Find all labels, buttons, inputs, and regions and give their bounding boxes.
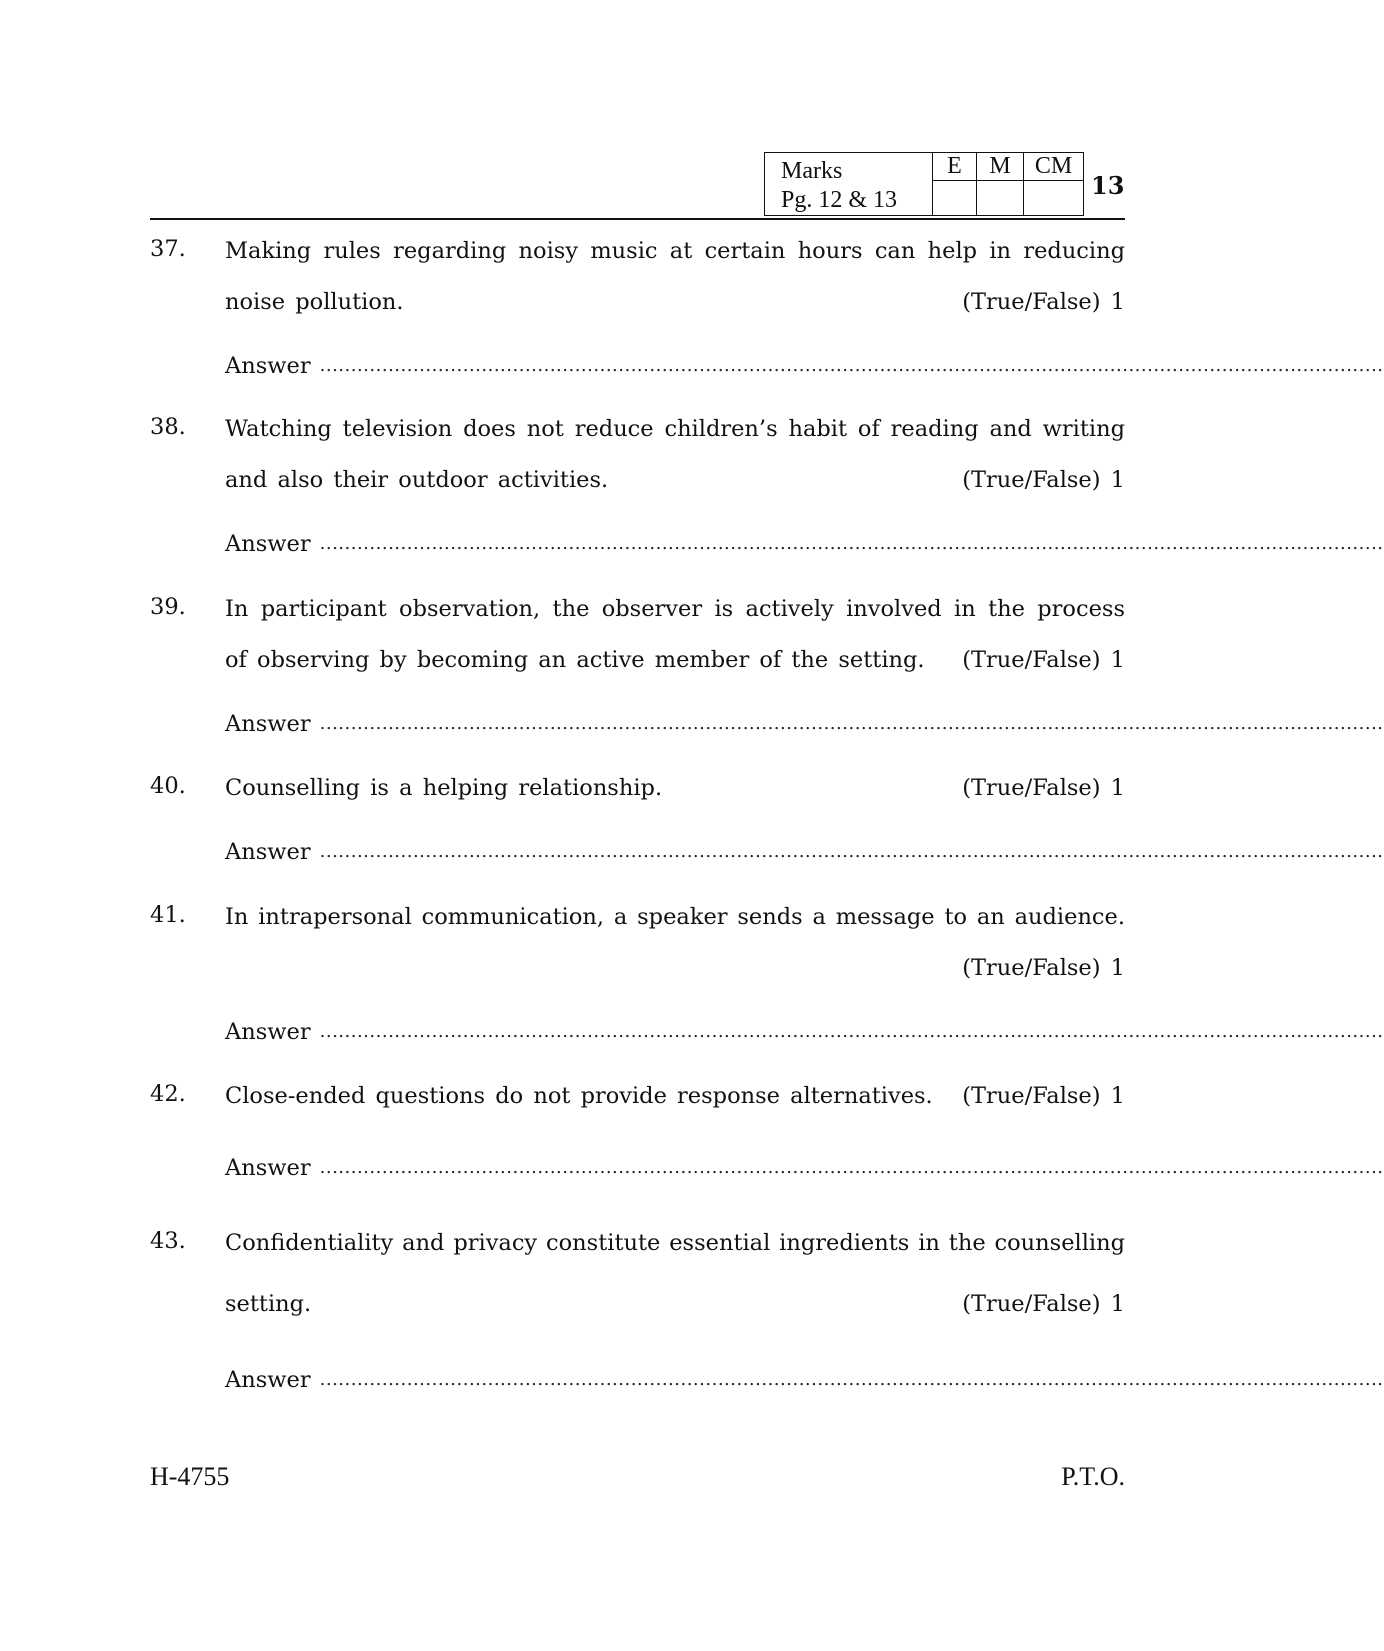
- col-cm-input[interactable]: [1023, 181, 1083, 215]
- answer-label: Answer: [225, 353, 311, 379]
- question-text-line-2: [225, 287, 1125, 317]
- col-e-header: E: [932, 153, 976, 181]
- pages-label: Pg. 12 & 13: [781, 187, 898, 213]
- answer-dots: ...........................................................................................................................................................................: [319, 1021, 1384, 1042]
- marks-label-cell: [765, 153, 932, 215]
- answer-line[interactable]: [225, 1017, 1384, 1047]
- question-text-line-2: [225, 645, 1125, 675]
- question-text-line: In intrapersonal communication, a speaker sends a message to an audience.: [225, 904, 1125, 930]
- question-number: 42.: [150, 1081, 186, 1107]
- question-text: and also their outdoor activities.: [225, 467, 609, 493]
- col-m-input[interactable]: [976, 181, 1023, 215]
- answer-line[interactable]: [225, 351, 1384, 381]
- paper-code: H-4755: [150, 1462, 230, 1491]
- answer-line[interactable]: [225, 1153, 1384, 1183]
- answer-label: Answer: [225, 839, 311, 865]
- question-text-line: Confidentiality and privacy constitute essential ingredients in the counselling: [225, 1230, 1125, 1256]
- question-text: of observing by becoming an active member of the setting.: [225, 647, 925, 673]
- marks-label: Marks: [781, 158, 843, 184]
- question-text-line: Making rules regarding noisy music at certain hours can help in reducing: [225, 238, 1125, 264]
- true-false-mark: (True/False) 1: [962, 289, 1125, 315]
- true-false-mark: (True/False) 1: [962, 647, 1125, 673]
- marks-box: [764, 152, 1084, 216]
- question-text: noise pollution.: [225, 289, 404, 315]
- question-text-line-2: [225, 1289, 1125, 1319]
- answer-line[interactable]: [225, 1365, 1384, 1395]
- question-text: Close-ended questions do not provide response alternatives.: [225, 1083, 933, 1109]
- true-false-mark: (True/False) 1: [962, 1083, 1125, 1109]
- answer-label: Answer: [225, 1019, 311, 1045]
- pto-label: P.T.O.: [1061, 1462, 1125, 1491]
- question-number: 38.: [150, 414, 186, 440]
- question-text-line: In participant observation, the observer is actively involved in the process: [225, 596, 1125, 622]
- question-number: 37.: [150, 236, 186, 262]
- answer-label: Answer: [225, 711, 311, 737]
- question-number: 39.: [150, 594, 186, 620]
- question-number: 43.: [150, 1228, 186, 1254]
- answer-label: Answer: [225, 1367, 311, 1393]
- answer-dots: ...........................................................................................................................................................................: [319, 355, 1384, 376]
- header-divider: [150, 218, 1125, 220]
- question-text-line: Watching television does not reduce children’s habit of reading and writing: [225, 416, 1125, 442]
- answer-line[interactable]: [225, 837, 1384, 867]
- answer-dots: ...........................................................................................................................................................................: [319, 533, 1384, 554]
- question-text-line: [225, 773, 1125, 803]
- true-false-mark: (True/False) 1: [962, 955, 1125, 981]
- col-m-header: M: [976, 153, 1023, 181]
- answer-dots: ...........................................................................................................................................................................: [319, 713, 1384, 734]
- question-text-line-2: [225, 953, 1125, 983]
- col-e-input[interactable]: [932, 181, 976, 215]
- question-text-line: [225, 1081, 1125, 1111]
- question-number: 41.: [150, 902, 186, 928]
- question-number: 40.: [150, 773, 186, 799]
- answer-line[interactable]: [225, 709, 1384, 739]
- col-cm-header: CM: [1023, 153, 1083, 181]
- question-text: setting.: [225, 1291, 312, 1317]
- true-false-mark: (True/False) 1: [962, 775, 1125, 801]
- true-false-mark: (True/False) 1: [962, 467, 1125, 493]
- question-text-line-2: [225, 465, 1125, 495]
- true-false-mark: (True/False) 1: [962, 1291, 1125, 1317]
- question-text: Counselling is a helping relationship.: [225, 775, 663, 801]
- answer-dots: ...........................................................................................................................................................................: [319, 1157, 1384, 1178]
- answer-dots: ...........................................................................................................................................................................: [319, 841, 1384, 862]
- answer-label: Answer: [225, 1155, 311, 1181]
- answer-dots: ...........................................................................................................................................................................: [319, 1369, 1384, 1390]
- answer-line[interactable]: [225, 529, 1384, 559]
- answer-label: Answer: [225, 531, 311, 557]
- page-number: 13: [1091, 171, 1125, 200]
